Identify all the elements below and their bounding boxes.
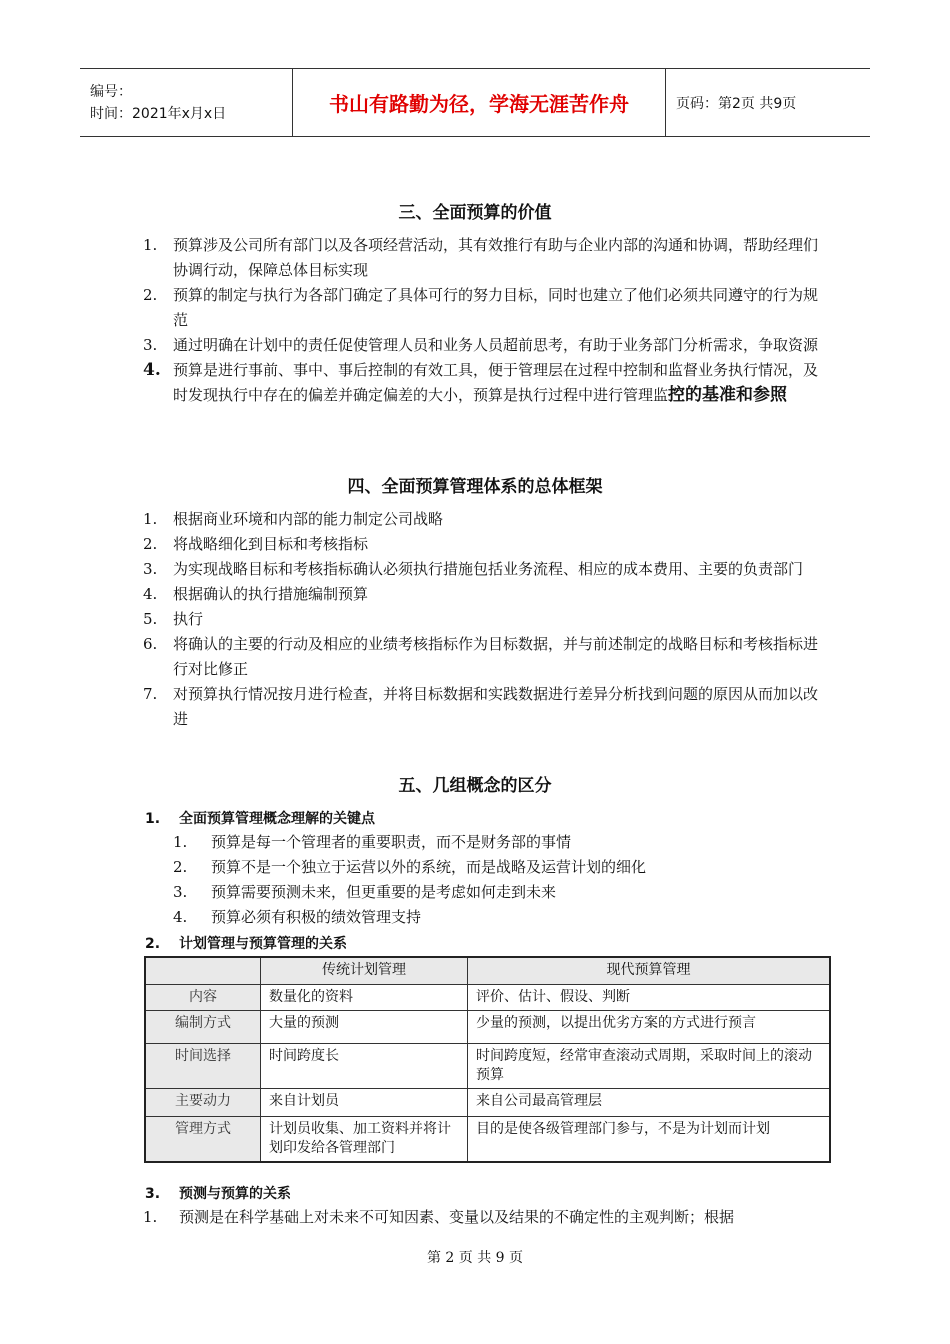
subsection-number: 1. [145,811,161,827]
subsection-heading [145,933,347,953]
list-item [173,880,793,905]
list-number: 2. [143,286,158,304]
document-number-label: 编号： [90,83,132,100]
subsection-title: 预测与预算的关系 [179,1186,291,1202]
list-item [143,283,823,333]
subsection-heading [145,808,375,828]
list-item [143,358,823,408]
table-cell: 时间跨度短，经常审查滚动式周期，采取时间上的滚动预算 [468,1044,831,1089]
table-cell: 目的是使各级管理部门参与，不是为计划而计划 [468,1117,831,1163]
list-text: 执行 [173,610,204,628]
table-row [145,985,830,1011]
page-header [80,68,870,137]
header-meta [80,69,292,136]
row-label: 编制方式 [145,1011,261,1044]
section-title-concepts: 五、几组概念的区分 [398,776,552,796]
key-points-list [173,830,793,930]
list-text: 根据商业环境和内部的能力制定公司战略 [173,510,444,528]
list-number: 2. [173,858,188,876]
list-number: 1. [143,510,158,528]
subsection-title: 全面预算管理概念理解的关键点 [179,811,375,827]
footer-page-number: 第 2 页 共 9 页 [426,1250,524,1266]
table-cell: 来自公司最高管理层 [468,1089,831,1117]
list-number: 4. [173,908,188,926]
list-number: 1. [173,833,188,851]
list-number: 2. [143,535,158,553]
list-number: 4. [143,360,161,380]
table-header-cell: 现代预算管理 [468,957,831,985]
list-item [143,557,823,582]
list-text: 将确认的主要的行动及相应的业绩考核指标作为目标数据，并与前述制定的战略目标和考核指标进行对比修正 [173,635,819,678]
subsection-heading [145,1183,291,1203]
list-item [143,233,823,283]
list-number: 6. [143,635,158,653]
list-text: 将战略细化到目标和考核指标 [173,535,369,553]
subsection-number: 3. [145,1186,161,1202]
list-number: 3. [173,883,188,901]
row-label: 内容 [145,985,261,1011]
list-text: 预算需要预测未来，但更重要的是考虑如何走到未来 [211,883,557,901]
list-number: 7. [143,685,158,703]
list-number: 1. [143,1208,158,1226]
list-text: 预算必须有积极的绩效管理支持 [211,908,422,926]
table-header-cell [145,957,261,985]
list-text: 预算的制定与执行为各部门确定了具体可行的努力目标，同时也建立了他们必须共同遵守的行为规范 [173,286,819,329]
page-footer [0,1247,950,1267]
list-text: 对预算执行情况按月进行检查，并将目标数据和实践数据进行差异分析找到问题的原因从而加以改进 [173,685,819,728]
table-header-cell: 传统计划管理 [261,957,468,985]
forecast-list [143,1205,823,1230]
section-title-value: 三、全面预算的价值 [398,203,552,223]
list-item [143,532,823,557]
subsection-number: 2. [145,936,161,952]
table-cell: 来自计划员 [261,1089,468,1117]
framework-list [143,507,823,732]
list-text: 通过明确在计划中的责任促使管理人员和业务人员超前思考，有助于业务部门分析需求，争取资源 [173,336,819,354]
list-item [173,830,793,855]
list-text-emphasis: 控的基准和参照 [668,385,788,405]
table-cell: 大量的预测 [261,1011,468,1044]
table-row [145,1089,830,1117]
row-label: 时间选择 [145,1044,261,1089]
list-item [173,905,793,930]
list-number: 3. [143,560,158,578]
page-number-label: 页码：第2页 共9页 [676,95,797,112]
list-text: 为实现战略目标和考核指标确认必须执行措施包括业务流程、相应的成本费用、主要的负责部门 [173,560,804,578]
table-cell: 计划员收集、加工资料并将计划印发给各管理部门 [261,1117,468,1163]
list-text: 预算是进行事前、事中、事后控制的有效工具，便于管理层在过程中控制和监督业务执行情况，及时发现执行中存在的偏差并确定偏差的大小，预算是执行过程中进行管理监 [173,361,819,404]
list-number: 5. [143,610,158,628]
section-title-framework: 四、全面预算管理体系的总体框架 [347,477,603,497]
list-number: 1. [143,236,158,254]
header-page-info [666,69,870,136]
row-label: 管理方式 [145,1117,261,1163]
motto-text: 书山有路勤为径，学海无涯苦作舟 [329,92,629,116]
list-item [173,855,793,880]
table-cell: 时间跨度长 [261,1044,468,1089]
subsection-title: 计划管理与预算管理的关系 [179,936,347,952]
list-number: 4. [143,585,158,603]
header-motto [292,69,666,136]
list-item [143,1205,823,1230]
table-row [145,1044,830,1089]
list-text: 根据确认的执行措施编制预算 [173,585,369,603]
comparison-table [144,956,831,1163]
table-cell: 数量化的资料 [261,985,468,1011]
table-row [145,1011,830,1044]
document-time-label: 时间：2021年x月x日 [90,105,227,122]
list-item [143,682,823,732]
table-row [145,1117,830,1163]
list-text: 预算是每一个管理者的重要职责，而不是财务部的事情 [211,833,572,851]
list-item [143,632,823,682]
list-item [143,607,823,632]
list-text: 预算涉及公司所有部门以及各项经营活动，其有效推行有助与企业内部的沟通和协调，帮助经理们协调行动，保障总体目标实现 [173,236,819,279]
table-cell: 少量的预测，以提出优劣方案的方式进行预言 [468,1011,831,1044]
list-number: 3. [143,336,158,354]
row-label: 主要动力 [145,1089,261,1117]
list-text: 预算不是一个独立于运营以外的系统，而是战略及运营计划的细化 [211,858,647,876]
table-header-row [145,957,830,985]
list-item [143,582,823,607]
list-item [143,507,823,532]
value-list [143,233,823,408]
table-cell: 评价、估计、假设、判断 [468,985,831,1011]
list-item [143,333,823,358]
list-text: 预测是在科学基础上对未来不可知因素、变量以及结果的不确定性的主观判断；根据 [179,1208,735,1226]
